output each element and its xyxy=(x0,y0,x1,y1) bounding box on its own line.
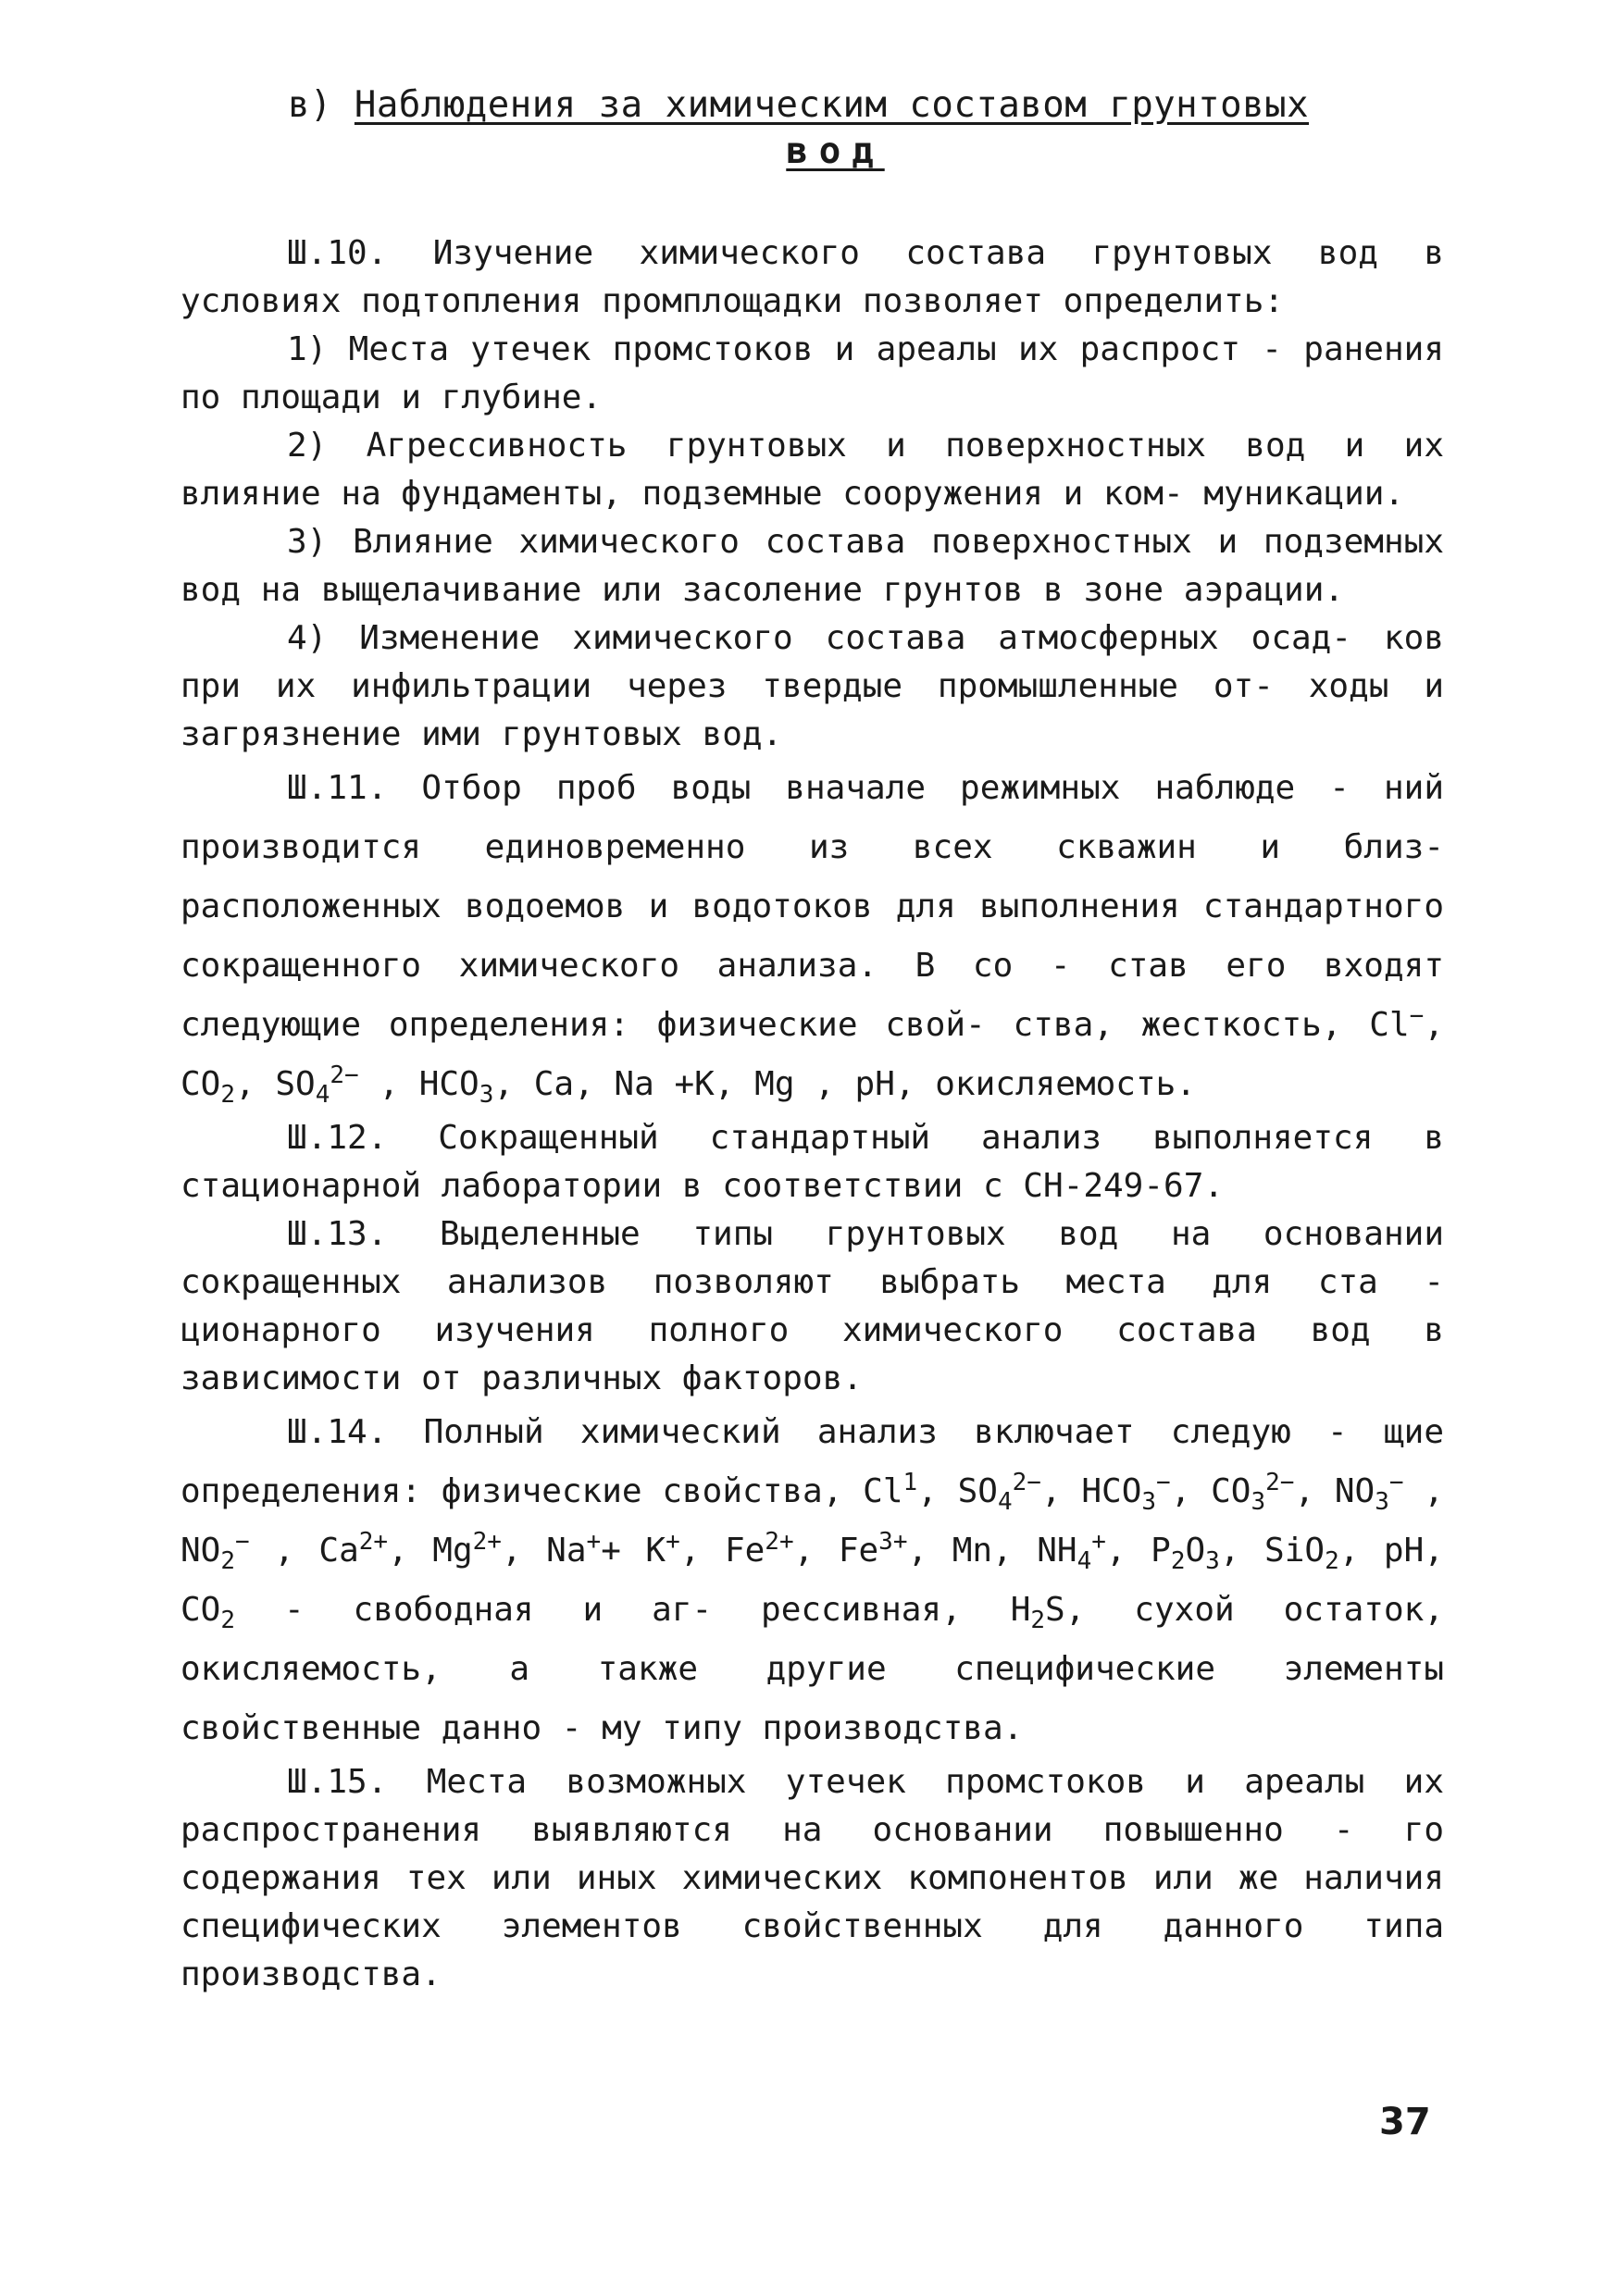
paragraph-3-15: Ш.15. Места возможных утечек промстоков и ареалы их распространения выявляются на основании повышенно - го содержания тех или иных химических компонентов или же наличия специфических элементов свойственных для данного типа производства. xyxy=(180,1763,1444,1993)
page-number: 37 xyxy=(1379,2101,1431,2143)
list-item-1: 1) Места утечек промстоков и ареалы их распрост - ранения по площади и глубине. xyxy=(180,330,1444,416)
list-item-3: 3) Влияние химического состава поверхностных и подземных вод на выщелачивание или засоление грунтов в зоне аэрации. xyxy=(180,523,1444,609)
paragraph-3-14-tail: , сухой остаток, окисляемость, а также другие специфические элементы свойственные данно - му типу производства. xyxy=(180,1591,1444,1747)
paragraph-3-14-free: - свободная и аг- рессивная, xyxy=(283,1591,962,1629)
heading-prefix: в) xyxy=(287,84,332,126)
heading-line2: вод xyxy=(786,130,885,172)
paragraph-3-12: Ш.12. Сокращенный стандартный анализ выполняется в стационарной лаборатории в соответствии с СН-249-67. xyxy=(180,1119,1444,1205)
paragraph-3-11: Ш.11. Отбор проб воды вначале режимных наблюде - ний производится единовременно из всех скважин и близ- расположенных водоемов и водотоков для выполнения стандартного сокращенного химического анализа. В со - став его входят следующие определения: физические свой- ства, жесткость, Cl−, $CO_2$, $SO_4^{2-}$ , $HCO_3$, Ca, Na +K, Mg , рН, окисляемость. xyxy=(180,769,1444,1110)
paragraph-3-11-tail: рН, окисляемость. xyxy=(854,1065,1196,1103)
heading-line1: Наблюдения за химическим составом грунтовых xyxy=(354,84,1310,126)
document-page xyxy=(180,83,1444,1999)
paragraph-3-13: Ш.13. Выделенные типы грунтовых вод на основании сокращенных анализов позволяют выбрать места для ста - ционарного изучения полного химического состава вод в зависимости от различных факторов. xyxy=(180,1215,1444,1397)
list-item-2: 2) Агрессивность грунтовых и поверхностных вод и их влияние на фундаменты, подземные сооружения и ком- муникации. xyxy=(180,427,1444,513)
paragraph-3-14: Ш.14. Полный химический анализ включает следую - щие определения: физические свойства, Cl$^1$, $SO_4^{2-}$, $HCO_3^-$, $CO_3^{2-}$, $NO_3^-$ , $NO_2^-$ , $Ca^{2+}$, $Mg^{2+}$, Na++ K+, $Fe^{2+}$, $Fe^{3+}$, Mn, $NH_4^+$, $P_2O_3$, SiO$_2$, pH, $CO_2$ - свободная и аг- рессивная, $H_2S$, сухой остаток, окисляемость, а также другие специфические элементы свойственные данно - му типу производства. xyxy=(180,1413,1444,1747)
list-item-4: 4) Изменение химического состава атмосферных осад- ков при их инфильтрации через твердые промышленные от- ходы и загрязнение ими грунтовых вод. xyxy=(180,619,1444,753)
paragraph-3-11-text: Ш.11. Отбор проб воды вначале режимных наблюде - ний производится единовременно из всех скважин и близ- расположенных водоемов и водотоков для выполнения стандартного сокращенного химического анализа. В со - став его входят следующие определения: физические свой- ства, жесткость, xyxy=(180,769,1444,1044)
paragraph-3-14-text: Ш.14. Полный химический анализ включает следую - щие определения: физические свойства, xyxy=(180,1413,1444,1510)
paragraph-3-10: Ш.10. Изучение химического состава грунтовых вод в условиях подтопления промплощадки позволяет определить: xyxy=(180,234,1444,320)
section-heading xyxy=(153,83,1444,174)
document-body xyxy=(180,230,1444,1999)
